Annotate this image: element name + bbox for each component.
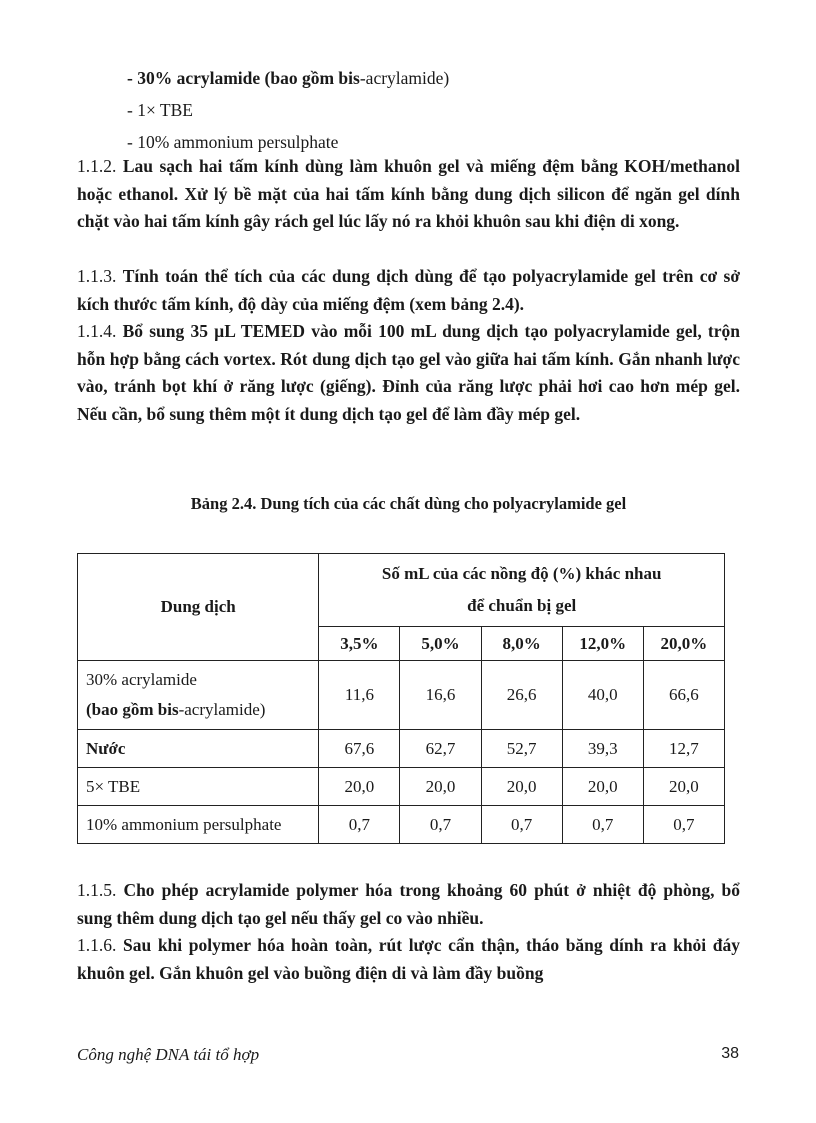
table-cell: 62,7 (400, 730, 481, 768)
table-cell: 0,7 (643, 806, 724, 844)
concentration-header: 3,5% (319, 627, 400, 661)
list-item-bold: - 30% acrylamide (bao gồm bis (127, 68, 360, 88)
table-caption: Bảng 2.4. Dung tích của các chất dùng cho polyacrylamide gel (190, 494, 627, 513)
table-cell: 0,7 (319, 806, 400, 844)
step-number: 1.1.6. (77, 935, 117, 955)
list-item: - 10% ammonium persulphate (127, 132, 339, 152)
step-text: Lau sạch hai tấm kính dùng làm khuôn gel và miếng đệm bằng KOH/methanol hoặc ethanol. Xử lý bề mặt của hai tấm kính bằng dung dịch silicon để ngăn gel dính chặt vào hai tấm kính gây rách gel lúc lấy nó ra khỏi khuôn sau khi điện di xong. (77, 156, 741, 231)
table-cell: 66,6 (643, 661, 724, 730)
step-text: Cho phép acrylamide polymer hóa trong khoảng 60 phút ở nhiệt độ phòng, bổ sung thêm dung dịch tạo gel nếu thấy gel co vào nhiều. (77, 880, 741, 928)
list-item: - 1× TBE (127, 100, 193, 120)
table-row (78, 806, 725, 844)
table-cell: 52,7 (481, 730, 562, 768)
paragraph-1-1-4 (77, 318, 740, 428)
table-cell: 0,7 (562, 806, 643, 844)
column-header-solution: Dung dịch (78, 554, 319, 661)
table-row (78, 768, 725, 806)
table-cell: 20,0 (319, 768, 400, 806)
row-label-line1: 30% acrylamide (86, 670, 197, 689)
table-row (78, 661, 725, 730)
footer-book-title: Công nghệ DNA tái tổ hợp (77, 1045, 260, 1064)
group-header-line1: Số mL của các nồng độ (%) khác nhau (381, 564, 662, 583)
concentration-header: 5,0% (400, 627, 481, 661)
paragraph-1-1-5 (77, 877, 740, 932)
reagent-list (127, 62, 449, 158)
list-item-rest: -acrylamide) (359, 68, 450, 88)
table-cell: 39,3 (562, 730, 643, 768)
step-text: Tính toán thể tích của các dung dịch dùng để tạo polyacrylamide gel trên cơ sở kích thước tấm kính, độ dày của miếng đệm (xem bảng 2.4). (77, 266, 741, 314)
concentration-header: 20,0% (643, 627, 724, 661)
step-text: Bổ sung 35 µL TEMED vào mỗi 100 mL dung dịch tạo polyacrylamide gel, trộn hỗn hợp bằng cách vortex. Rót dung dịch tạo gel vào giữa hai tấm kính. Gắn nhanh lược vào, tránh bọt khí ở răng lược (giếng). Đỉnh của răng lược phải hơi cao hơn mép gel. Nếu cần, bổ sung thêm một ít dung dịch tạo gel để làm đầy mép gel. (77, 321, 741, 424)
table-cell: 20,0 (643, 768, 724, 806)
step-number: 1.1.3. (77, 266, 117, 286)
row-label: 10% ammonium persulphate (78, 806, 319, 844)
row-label: Nước (78, 730, 319, 768)
group-header-line2: để chuẩn bị gel (467, 596, 577, 615)
table-cell: 11,6 (319, 661, 400, 730)
row-label: 5× TBE (78, 768, 319, 806)
list-item (127, 62, 449, 94)
step-number: 1.1.5. (77, 880, 117, 900)
concentration-header: 12,0% (562, 627, 643, 661)
table-cell: 20,0 (400, 768, 481, 806)
paragraph-1-1-6 (77, 932, 740, 987)
concentration-header: 8,0% (481, 627, 562, 661)
table-row (78, 730, 725, 768)
row-label-rest: -acrylamide) (178, 700, 266, 719)
volume-table (77, 553, 725, 844)
table-cell: 0,7 (481, 806, 562, 844)
table-cell: 0,7 (400, 806, 481, 844)
page-number: 38 (721, 1045, 739, 1062)
step-text: Sau khi polymer hóa hoàn toàn, rút lược cẩn thận, tháo băng dính ra khỏi đáy khuôn gel. Gắn khuôn gel vào buồng điện di và làm đầy buồng (77, 935, 741, 983)
table-cell: 40,0 (562, 661, 643, 730)
table-cell: 67,6 (319, 730, 400, 768)
table-cell: 26,6 (481, 661, 562, 730)
paragraph-1-1-3 (77, 263, 740, 318)
paragraph-1-1-2 (77, 153, 740, 236)
step-number: 1.1.2. (77, 156, 117, 176)
table-cell: 12,7 (643, 730, 724, 768)
table-cell: 20,0 (481, 768, 562, 806)
table-cell: 16,6 (400, 661, 481, 730)
group-header (319, 554, 725, 627)
row-label (78, 661, 319, 730)
table-cell: 20,0 (562, 768, 643, 806)
row-label-bold: (bao gồm bis (86, 700, 179, 719)
step-number: 1.1.4. (77, 321, 117, 341)
